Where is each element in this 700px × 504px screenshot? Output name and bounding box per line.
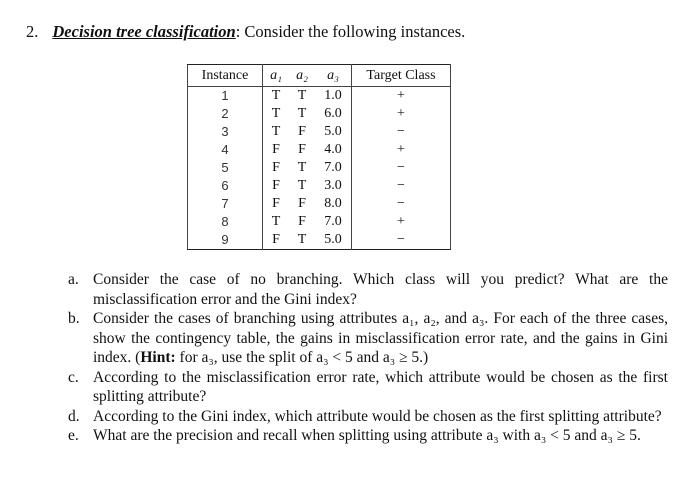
cell-a3: 7.0: [315, 159, 352, 177]
table-body: [188, 87, 451, 250]
cell-a3: 6.0: [315, 105, 352, 123]
problem-title: Decision tree classification: [52, 22, 236, 41]
cell-instance: 6: [188, 177, 263, 195]
hint-label: Hint:: [140, 349, 176, 366]
cell-a1: F: [272, 232, 280, 247]
table-row: [188, 177, 451, 195]
table-row: [188, 231, 451, 250]
cell-instance: 1: [188, 87, 263, 106]
table-header-row: [188, 65, 451, 87]
header-a2: a₂: [289, 65, 315, 87]
cell-a1: F: [272, 142, 280, 157]
cell-instance: 2: [188, 105, 263, 123]
problem-header: [26, 22, 465, 42]
header-target-class: Target Class: [352, 65, 451, 87]
instances-table: [187, 64, 451, 250]
question-marker: c.: [68, 368, 79, 386]
question-text: [93, 426, 668, 446]
table-row: [188, 195, 451, 213]
cell-a1: F: [272, 178, 280, 193]
cell-a2: T: [297, 178, 307, 193]
question-text: [93, 270, 668, 309]
question-marker: d.: [68, 407, 80, 425]
cell-target-class: −: [397, 178, 405, 193]
header-a1: a₁: [263, 65, 290, 87]
table-row: [188, 105, 451, 123]
cell-target-class: +: [397, 214, 405, 229]
cell-a2: T: [297, 160, 307, 175]
cell-a2: F: [298, 124, 306, 139]
question-text: [93, 368, 668, 407]
table-row: [188, 123, 451, 141]
cell-a2: F: [298, 196, 306, 211]
cell-target-class: −: [397, 124, 405, 139]
table-row: [188, 213, 451, 231]
list-item: [68, 368, 668, 407]
cell-instance: 8: [188, 213, 263, 231]
cell-target-class: +: [397, 88, 405, 103]
question-text-main: What are the precision and recall when splitting using attribute a₃ with a₃ < 5 and a₃ ≥ 5.: [93, 427, 641, 444]
question-text: [93, 309, 668, 368]
cell-a2: F: [298, 142, 306, 157]
table-row: [188, 159, 451, 177]
list-item: [68, 270, 668, 309]
cell-instance: 5: [188, 159, 263, 177]
cell-instance: 7: [188, 195, 263, 213]
question-text-main: According to the Gini index, which attribute would be chosen as the first splitting attribute?: [93, 407, 662, 425]
cell-instance: 4: [188, 141, 263, 159]
cell-a1: T: [271, 124, 281, 139]
cell-a3: 1.0: [315, 87, 352, 106]
cell-a3: 5.0: [315, 123, 352, 141]
question-marker: e.: [68, 427, 79, 444]
problem-intro: : Consider the following instances.: [235, 22, 466, 41]
cell-a2: T: [297, 106, 307, 121]
question-text-main: Consider the case of no branching. Which class will you predict? What are the misclassification error and the Gini index?: [93, 271, 668, 308]
header-a3: a₃: [315, 65, 352, 87]
cell-a1: T: [271, 106, 281, 121]
cell-a3: 5.0: [315, 231, 352, 250]
cell-a3: 4.0: [315, 141, 352, 159]
question-marker: a.: [68, 271, 79, 288]
list-item: [68, 426, 668, 446]
cell-a1: T: [271, 214, 281, 229]
table-row: [188, 87, 451, 106]
cell-target-class: −: [397, 196, 405, 211]
question-text-hint: for a₃, use the split of a₃ < 5 and a₃ ≥ 5.): [175, 349, 429, 366]
cell-a1: T: [271, 88, 281, 103]
cell-a2: F: [298, 214, 306, 229]
table-row: [188, 141, 451, 159]
cell-a2: T: [297, 88, 307, 103]
cell-a2: T: [297, 232, 307, 247]
question-list: [68, 270, 668, 446]
cell-instance: 9: [188, 231, 263, 250]
cell-target-class: +: [397, 142, 405, 157]
cell-a1: F: [272, 196, 280, 211]
cell-target-class: −: [397, 232, 405, 247]
header-instance: Instance: [188, 65, 263, 87]
cell-target-class: +: [397, 106, 405, 121]
cell-a1: F: [272, 160, 280, 175]
list-item: [68, 309, 668, 368]
question-text-main: Consider the cases of branching using attributes a₁, a₂, and a₃. For each of the three cases, show the contingency table, the gains in misclassification error rate, and the gains in Gini index. (: [93, 310, 668, 366]
question-marker: b.: [68, 310, 80, 327]
list-item: [68, 407, 668, 427]
cell-instance: 3: [188, 123, 263, 141]
question-text: [93, 407, 668, 427]
question-text-main: According to the misclassification error rate, which attribute would be chosen as the first splitting attribute?: [93, 368, 668, 405]
cell-a3: 3.0: [315, 177, 352, 195]
cell-target-class: −: [397, 160, 405, 175]
problem-number: 2.: [26, 22, 39, 41]
cell-a3: 8.0: [315, 195, 352, 213]
cell-a3: 7.0: [315, 213, 352, 231]
